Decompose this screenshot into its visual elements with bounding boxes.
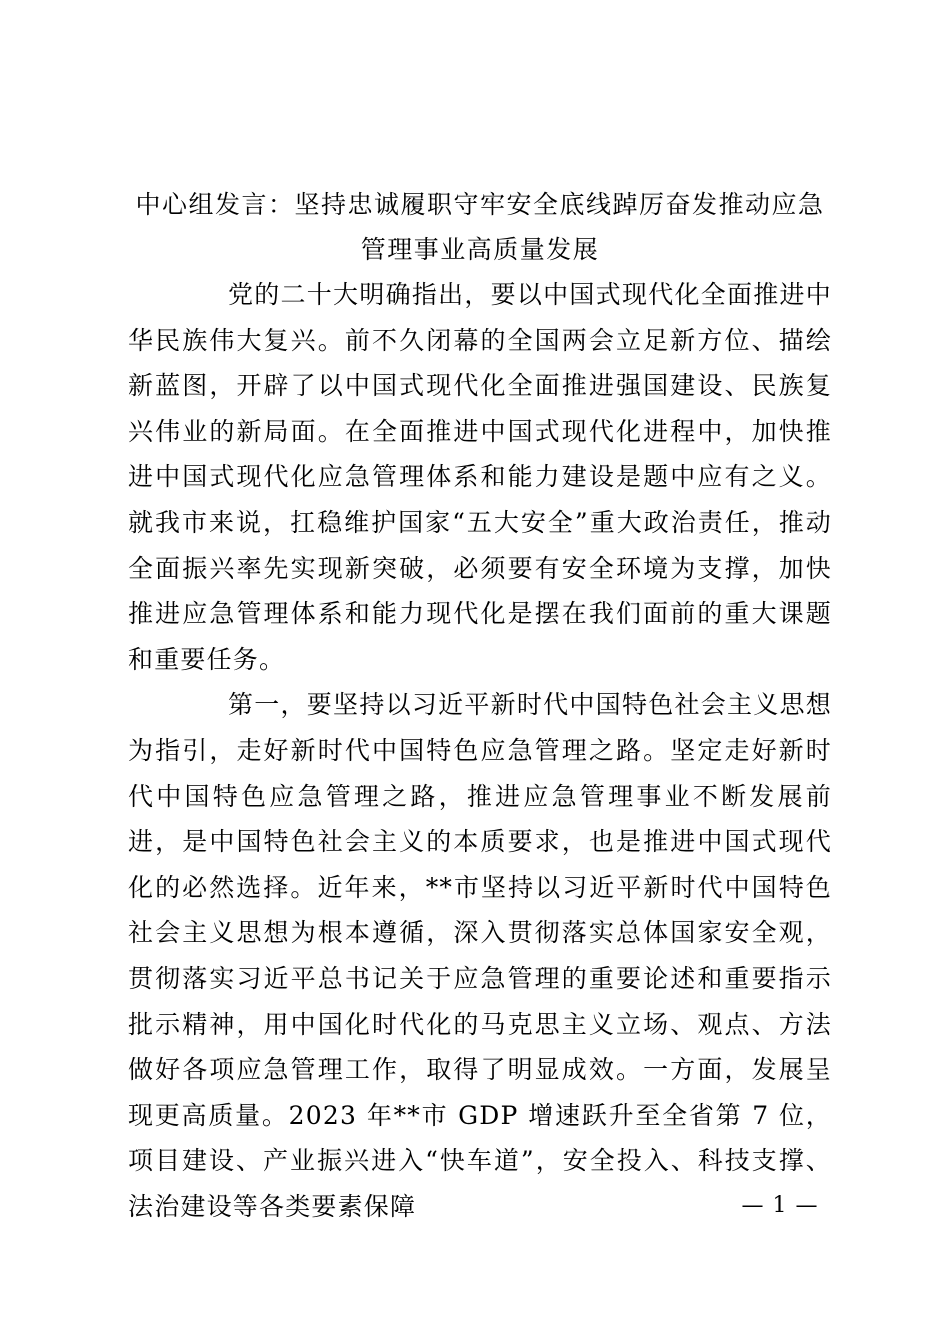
document-title: 中心组发言：坚持忠诚履职守牢安全底线踔厉奋发推动应急管理事业高质量发展 bbox=[135, 190, 825, 264]
page-number: — 1 — bbox=[741, 1193, 819, 1218]
document-body bbox=[128, 272, 832, 1229]
paragraph-first-point: 第一，要坚持以习近平新时代中国特色社会主义思想为指引，走好新时代中国特色应急管理之路。坚定走好新时代中国特色应急管理之路，推进应急管理事业不断发展前进，是中国特色社会主义的本质要求，也是推进中国式现代化的必然选择。近年来，**市坚持以习近平新时代中国特色社会主义思想为根本遵循，深入贯彻落实总体国家安全观，贯彻落实习近平总书记关于应急管理的重要论述和重要指示批示精神，用中国化时代化的马克思主义立场、观点、方法做好各项应急管理工作，取得了明显成效。一方面，发展呈现更高质量。2023 年**市 GDP 增速跃升至全省第 7 位，项目建设、产业振兴进入“快车道”，安全投入、科技支撑、法治建设等各类要素保障 bbox=[128, 690, 832, 1221]
paragraph-intro: 党的二十大明确指出，要以中国式现代化全面推进中华民族伟大复兴。前不久闭幕的全国两会立足新方位、描绘新蓝图，开辟了以中国式现代化全面推进强国建设、民族复兴伟业的新局面。在全面推进中国式现代化进程中，加快推进中国式现代化应急管理体系和能力建设是题中应有之义。就我市来说，扛稳维护国家“五大安全”重大政治责任，推动全面振兴率先实现新突破，必须要有安全环境为支撑，加快推进应急管理体系和能力现代化是摆在我们面前的重大课题和重要任务。 bbox=[128, 280, 832, 674]
